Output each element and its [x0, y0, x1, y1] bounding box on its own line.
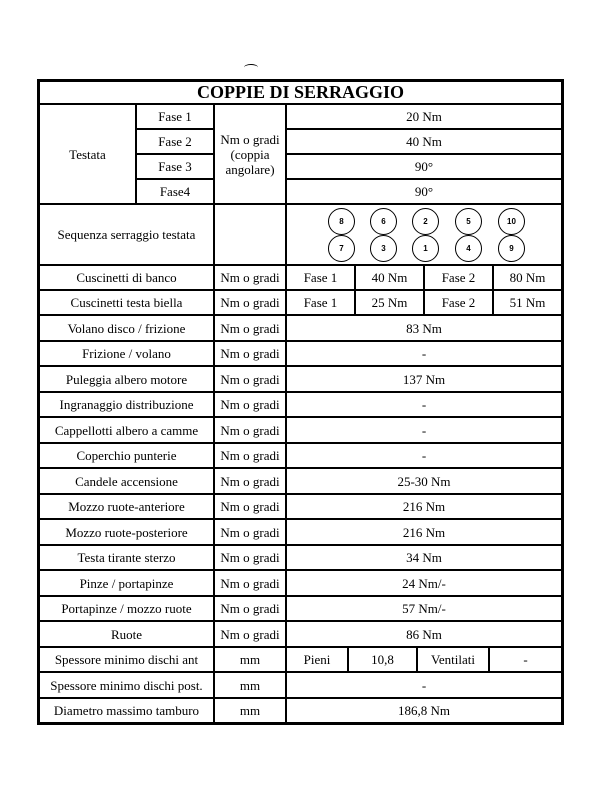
bearing-phase-2-label: Fase 2	[424, 290, 493, 315]
sequence-label: Sequenza serraggio testata	[39, 204, 214, 265]
row-value: -	[286, 417, 562, 443]
testata-phase-4-label: Fase4	[136, 179, 214, 204]
row-unit: Nm o gradi	[214, 392, 286, 417]
bearing-phase-1-value: 25 Nm	[355, 290, 424, 315]
row-label: Frizione / volano	[39, 341, 214, 366]
row-label: Mozzo ruote-anteriore	[39, 494, 214, 519]
bolt-circle: 10	[498, 208, 525, 235]
bolt-circle: 7	[328, 235, 355, 262]
row-unit: Nm o gradi	[214, 468, 286, 494]
row-value: 216 Nm	[286, 519, 562, 545]
bolt-circle: 3	[370, 235, 397, 262]
bearing-phase-1-value: 40 Nm	[355, 265, 424, 290]
row-value: 25-30 Nm	[286, 468, 562, 494]
row-unit: Nm o gradi	[214, 315, 286, 341]
bearing-row-unit: Nm o gradi	[214, 290, 286, 315]
row-label: Pinze / portapinze	[39, 570, 214, 596]
bearing-phase-2-value: 80 Nm	[493, 265, 562, 290]
bolt-circle: 4	[455, 235, 482, 262]
row-unit: Nm o gradi	[214, 596, 286, 621]
row-label: Spessore minimo dischi post.	[39, 672, 214, 698]
disc-front-unit: mm	[214, 647, 286, 672]
disc-solid-label: Pieni	[286, 647, 348, 672]
disc-front-label: Spessore minimo dischi ant	[39, 647, 214, 672]
testata-phase-2-value: 40 Nm	[286, 129, 562, 154]
row-value: -	[286, 672, 562, 698]
row-value: 86 Nm	[286, 621, 562, 647]
page-title: COPPIE DI SERRAGGIO	[39, 81, 562, 104]
row-value: 186,8 Nm	[286, 698, 562, 723]
row-unit: mm	[214, 698, 286, 723]
row-label: Cappellotti albero a camme	[39, 417, 214, 443]
row-unit: Nm o gradi	[214, 545, 286, 570]
disc-solid-value: 10,8	[348, 647, 417, 672]
row-label: Volano disco / frizione	[39, 315, 214, 341]
bolt-circle: 1	[412, 235, 439, 262]
row-unit: Nm o gradi	[214, 366, 286, 392]
row-value: -	[286, 392, 562, 417]
row-label: Coperchio punterie	[39, 443, 214, 468]
bearing-row-unit: Nm o gradi	[214, 265, 286, 290]
bearing-phase-1-label: Fase 1	[286, 290, 355, 315]
row-label: Diametro massimo tamburo	[39, 698, 214, 723]
testata-phase-1-value: 20 Nm	[286, 104, 562, 129]
row-label: Ruote	[39, 621, 214, 647]
testata-phase-2-label: Fase 2	[136, 129, 214, 154]
row-unit: Nm o gradi	[214, 341, 286, 366]
row-unit: Nm o gradi	[214, 443, 286, 468]
sequence-unit	[214, 204, 286, 265]
row-unit: Nm o gradi	[214, 570, 286, 596]
testata-phase-3-value: 90°	[286, 154, 562, 179]
row-label: Ingranaggio distribuzione	[39, 392, 214, 417]
row-unit: Nm o gradi	[214, 494, 286, 519]
row-value: -	[286, 341, 562, 366]
sequence-diagram	[286, 204, 562, 265]
testata-label: Testata	[39, 104, 136, 204]
bearing-row-label: Cuscinetti di banco	[39, 265, 214, 290]
bolt-circle: 8	[328, 208, 355, 235]
testata-phase-4-value: 90°	[286, 179, 562, 204]
row-label: Testa tirante sterzo	[39, 545, 214, 570]
row-unit: mm	[214, 672, 286, 698]
row-value: 24 Nm/-	[286, 570, 562, 596]
bearing-phase-2-value: 51 Nm	[493, 290, 562, 315]
bearing-phase-1-label: Fase 1	[286, 265, 355, 290]
row-unit: Nm o gradi	[214, 417, 286, 443]
disc-vented-label: Ventilati	[417, 647, 489, 672]
row-value: 57 Nm/-	[286, 596, 562, 621]
testata-phase-1-label: Fase 1	[136, 104, 214, 129]
row-value: -	[286, 443, 562, 468]
bearing-row-label: Cuscinetti testa biella	[39, 290, 214, 315]
testata-unit: Nm o gradi (coppia angolare)	[214, 104, 286, 204]
testata-phase-3-label: Fase 3	[136, 154, 214, 179]
bolt-circle: 2	[412, 208, 439, 235]
row-value: 83 Nm	[286, 315, 562, 341]
page-mark	[244, 64, 258, 71]
row-unit: Nm o gradi	[214, 621, 286, 647]
row-value: 34 Nm	[286, 545, 562, 570]
row-label: Candele accensione	[39, 468, 214, 494]
row-value: 137 Nm	[286, 366, 562, 392]
row-label: Mozzo ruote-posteriore	[39, 519, 214, 545]
bolt-circle: 5	[455, 208, 482, 235]
row-value: 216 Nm	[286, 494, 562, 519]
disc-vented-value: -	[489, 647, 562, 672]
row-label: Puleggia albero motore	[39, 366, 214, 392]
bolt-circle: 6	[370, 208, 397, 235]
bearing-phase-2-label: Fase 2	[424, 265, 493, 290]
bolt-circle: 9	[498, 235, 525, 262]
row-unit: Nm o gradi	[214, 519, 286, 545]
row-label: Portapinze / mozzo ruote	[39, 596, 214, 621]
